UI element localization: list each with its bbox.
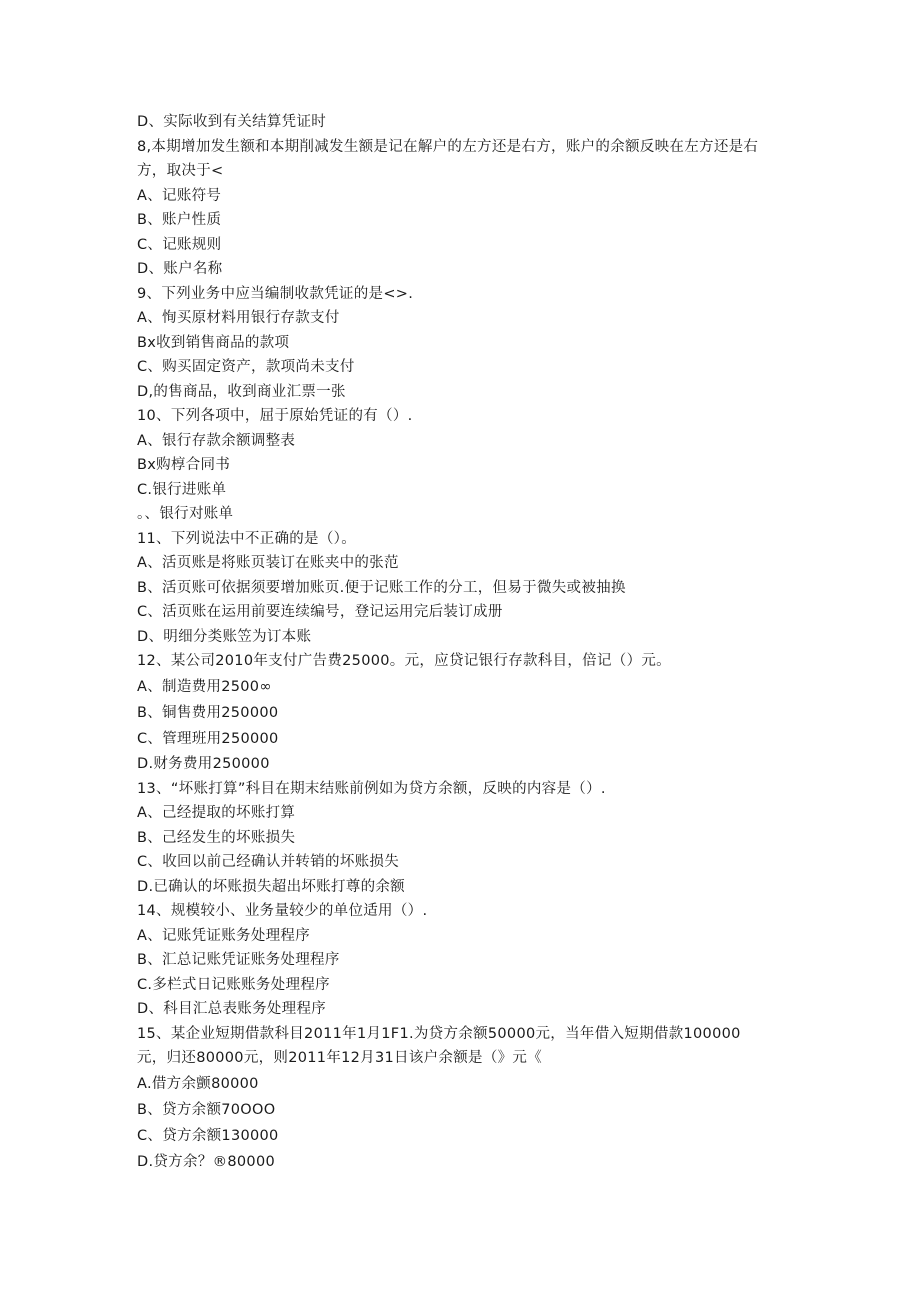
question-13-text: 13、“坏账打算”科目在期末结账前例如为贷方余额，反映的内容是（）. — [137, 781, 606, 797]
question-15-text: 15、某企业短期借款科目2011年1月1F1.为贷方余额50000元，当年借入短期借款100000 — [137, 1026, 741, 1042]
question-11-option-b: B、活页账可依据须要增加账页.便于记账工作的分工，但易于微失或被抽换 — [137, 580, 626, 596]
question-13-option-a: A、己经提取的坏账打算 — [137, 805, 296, 821]
question-14-option-c: C.多栏式日记账账务处理程序 — [137, 977, 330, 993]
question-10-option-c: C.银行进账单 — [137, 482, 227, 498]
question-13-option-d: D.已确认的坏账损失超出坏账打尊的余额 — [137, 879, 405, 895]
question-12-option-d: D.财务费用250000 — [137, 756, 270, 772]
question-10-option-b: Bx购椁合同书 — [137, 457, 231, 473]
question-10-text: 10、下列各项中，屈于原始凭证的有（）. — [137, 408, 413, 424]
question-12-option-b: B、铜售费用250000 — [137, 705, 279, 721]
question-11-text: 11、下列说法中不正确的是（）。 — [137, 531, 356, 547]
question-13-option-c: C、收回以前己经确认并转销的坏账损失 — [137, 854, 400, 870]
question-10-option-d: 。、银行对账单 — [137, 506, 234, 522]
question-12-option-c: C、管理班用250000 — [137, 731, 279, 747]
question-14-option-d: D、科目汇总表账务处理程序 — [137, 1001, 327, 1017]
question-9-option-d: D,的售商品，收到商业汇票一张 — [137, 384, 346, 400]
question-15-text-continued: 元，归还80000元，则2011年12月31日该户余额是（》元《 — [137, 1050, 543, 1066]
question-9-option-c: C、购买固定资产，款项尚未支付 — [137, 359, 355, 375]
question-11-option-a: A、活页账是将账页装订在账夹中的张范 — [137, 555, 399, 571]
question-8-text-continued: 方，取决于< — [137, 163, 224, 179]
question-14-text: 14、规模较小、业务量较少的单位适用（）. — [137, 903, 428, 919]
question-8-option-c: C、记账规则 — [137, 237, 222, 253]
question-8-option-b: B、账户性质 — [137, 212, 222, 228]
question-11-option-d: D、明细分类账笠为订本账 — [137, 629, 312, 645]
question-8-option-d: D、账户名称 — [137, 261, 223, 277]
question-9-option-a: A、恂买原材料用银行存款支付 — [137, 310, 340, 326]
question-15-option-b: B、贷方余额70OOO — [137, 1102, 276, 1118]
question-9-option-b: Bx收到销售商品的款项 — [137, 335, 290, 351]
question-15-option-d: D.贷方余？®80000 — [137, 1154, 276, 1170]
question-8-text: 8,本期增加发生额和本期削减发生额是记在解户的左方还是右方，账户的余额反映在左方还是右 — [137, 139, 759, 155]
question-7-option-d: D、实际收到有关结算凭证时 — [137, 114, 327, 130]
question-14-option-a: A、记账凭证账务处理程序 — [137, 928, 311, 944]
question-14-option-b: B、汇总记账凭证账务处理程序 — [137, 952, 340, 968]
question-12-text: 12、某公司2010年支付广告费25000。元，应贷记银行存款科目，倍记（）元。 — [137, 653, 671, 669]
question-8-option-a: A、记账符号 — [137, 188, 222, 204]
question-15-option-a: A.借方余颤80000 — [137, 1076, 259, 1092]
question-12-option-a: A、制造费用2500∞ — [137, 679, 272, 695]
question-10-option-a: A、银行存款余额调整表 — [137, 433, 296, 449]
question-13-option-b: B、己经发生的坏账损失 — [137, 830, 296, 846]
question-9-text: 9、下列业务中应当编制收款凭证的是<>. — [137, 286, 414, 302]
question-15-option-c: C、贷方余额130000 — [137, 1128, 279, 1144]
question-11-option-c: C、活页账在运用前要连续编号，登记运用完后装订成册 — [137, 604, 503, 620]
